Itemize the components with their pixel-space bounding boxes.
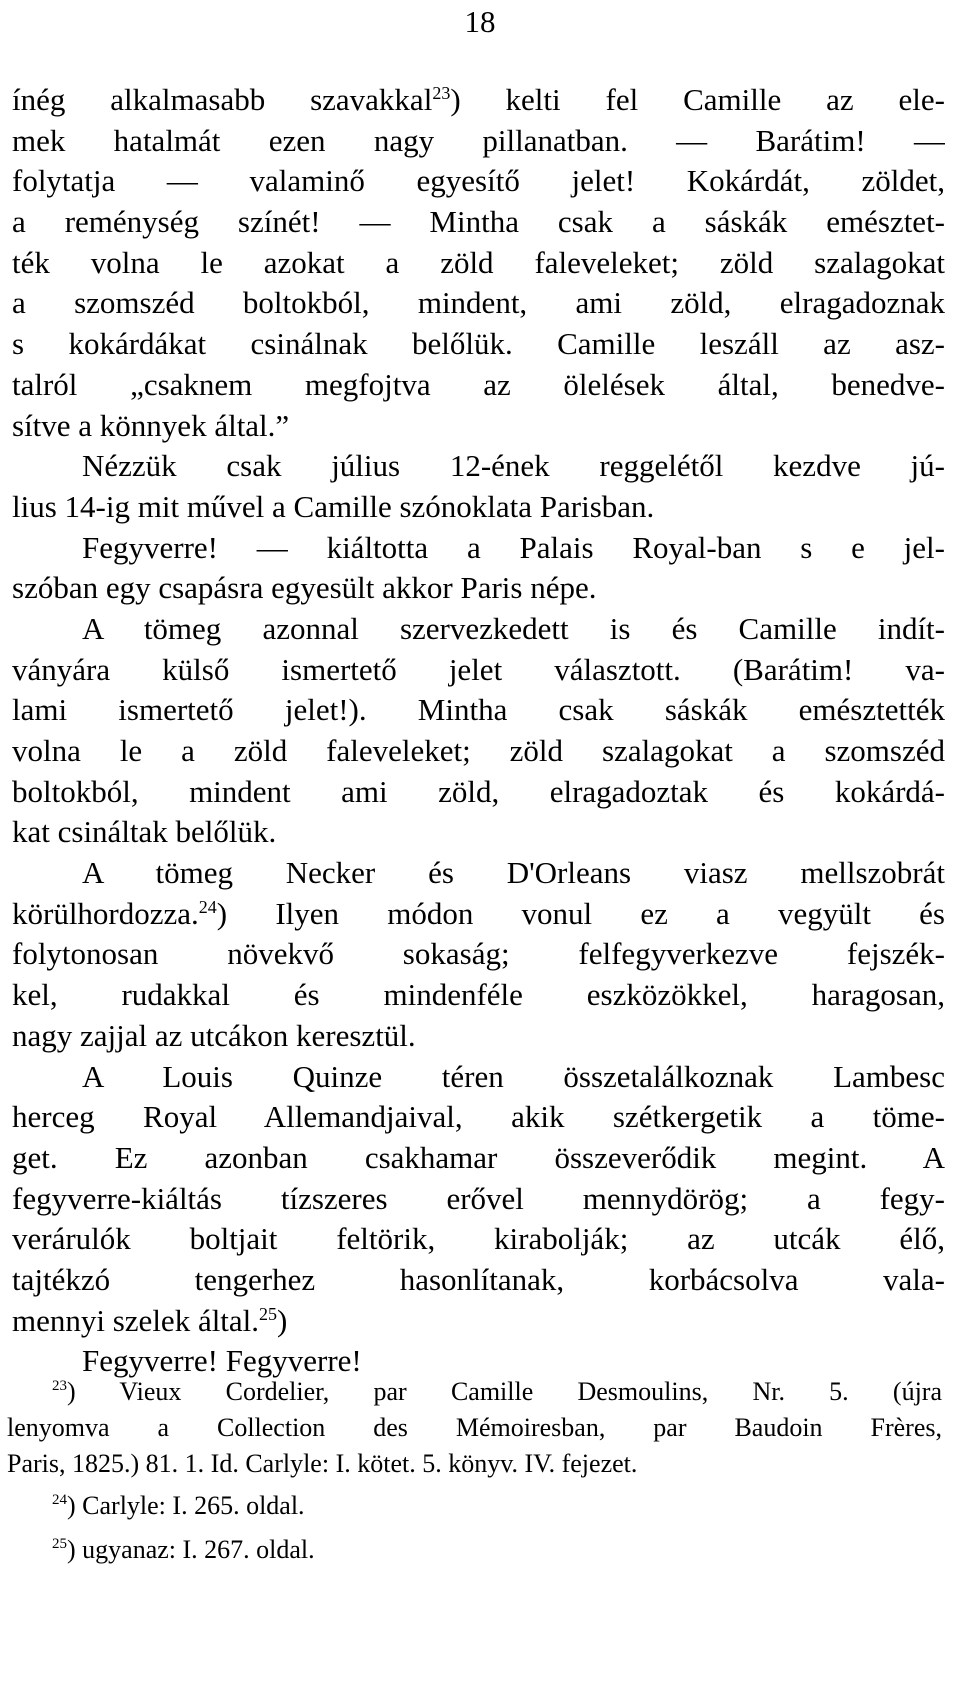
body-line [12,609,945,650]
line-text: tajtékzó tengerhez hasonlítanak, korbácsolva vala- [12,1261,945,1297]
line-text: verárulók boltjait feltörik, kirabolják; az utcák élő, [12,1221,945,1257]
body-line [12,568,945,609]
body-line [12,1057,945,1098]
line-text: sítve a könnyek által.” [12,407,290,443]
body-line [12,975,945,1016]
line-text: Fegyverre! Fegyverre! [82,1343,362,1379]
body-line [12,365,945,406]
footnote-text: ) ugyanaz: I. 267. oldal. [67,1535,315,1564]
body-line [12,1016,945,1057]
line-text: A tömeg azonnal szervezkedett is és Camille indít- [82,610,945,646]
body-line [12,528,945,569]
line-text: mennyi szelek által. [12,1302,260,1338]
body-line [12,894,945,935]
body-line [12,1138,945,1179]
line-text: boltokból, mindent ami zöld, elragadoztak és kokárdá- [12,773,945,809]
footnote-23 [7,1374,942,1482]
line-text: körülhordozza. [12,895,199,931]
footnote-reference: 23 [432,83,451,103]
body-line [12,853,945,894]
footnote-line [7,1532,942,1568]
body-line [12,283,945,324]
body-line [12,80,945,121]
footnote-reference: 24 [198,896,217,917]
line-text-after-reference: ) kelti fel Camille az ele- [450,82,945,117]
body-line [12,1097,945,1138]
body-line [12,161,945,202]
footnote-marker: 25 [52,1536,67,1552]
body-line [12,1260,945,1301]
footnote-line [7,1446,942,1482]
body-line [12,324,945,365]
line-text: folytatja — valaminő egyesítő jelet! Kokárdát, zöldet, [12,163,945,199]
body-line [12,650,945,691]
footnote-text: ) Vieux Cordelier, par Camille Desmoulins, Nr. 5. (újra [67,1377,942,1406]
body-line [12,812,945,853]
line-text: s kokárdákat csinálnak belőlük. Camille leszáll az asz- [12,326,945,362]
footnote-marker: 23 [52,1378,67,1394]
line-text: mek hatalmát ezen nagy pillanatban. — Barátim! — [12,122,945,158]
line-text: szóban egy csapásra egyesült akkor Paris népe. [12,570,597,606]
body-line [12,487,945,528]
body-line [12,1219,945,1260]
line-text: lius 14-ig mit művel a Camille szónoklata Parisban. [12,488,655,524]
body-line [12,121,945,162]
main-text [12,80,945,1382]
line-text: ték volna le azokat a zöld faleveleket; zöld szalagokat [12,244,945,280]
footnote-25 [7,1532,942,1568]
body-line [12,731,945,772]
footnote-line [7,1488,942,1524]
body-line [12,406,945,447]
line-text: a reménység színét! — Mintha csak a sáskák emésztet- [12,204,945,240]
body-line [12,446,945,487]
footnote-24 [7,1488,942,1524]
footnote-line [7,1410,942,1446]
line-text: ínég alkalmasabb szavakkal [12,82,433,117]
page-number: 18 [464,4,496,39]
line-text-after-reference: ) Ilyen módon vonul ez a vegyült és [216,895,945,931]
footnote-marker: 24 [52,1492,67,1508]
body-line [12,1301,945,1342]
line-text: lami ismertető jelet!). Mintha csak sáskák emésztették [12,692,945,728]
body-line [12,243,945,284]
line-text: a szomszéd boltokból, mindent, ami zöld, elragadoznak [12,285,945,321]
line-text: Paris, 1825.) 81. 1. Id. Carlyle: I. kötet. 5. könyv. IV. fejezet. [7,1449,638,1478]
line-text: kel, rudakkal és mindenféle eszközökkel, haragosan, [12,977,945,1013]
footnote-reference: 25 [259,1303,278,1324]
body-line [12,772,945,813]
line-text: Fegyverre! — kiáltotta a Palais Royal-ban s e jel- [82,529,945,565]
line-text: nagy zajjal az utcákon keresztül. [12,1017,416,1053]
body-line [12,690,945,731]
footnote-text: ) Carlyle: I. 265. oldal. [67,1491,305,1520]
line-text-after-reference: ) [277,1302,288,1338]
footnote-line [7,1374,942,1410]
line-text: Nézzük csak július 12-ének reggelétől kezdve jú- [82,448,945,484]
body-line [12,202,945,243]
line-text: A tömeg Necker és D'Orleans viasz mellszobrát [82,855,945,891]
line-text: herceg Royal Allemandjaival, akik szétkergetik a töme- [12,1099,945,1135]
line-text: A Louis Quinze téren összetalálkoznak Lambesc [82,1058,945,1094]
line-text: folytonosan növekvő sokaság; felfegyverkezve fejszék- [12,936,945,972]
line-text: lenyomva a Collection des Mémoiresban, par Baudoin Frères, [7,1413,942,1442]
line-text: ványára külső ismertető jelet választott. (Barátim! va- [12,651,945,687]
body-line [12,1179,945,1220]
line-text: kat csináltak belőlük. [12,814,277,850]
line-text: get. Ez azonban csakhamar összeverődik megint. A [12,1139,945,1175]
line-text: fegyverre-kiáltás tízszeres erővel mennydörög; a fegy- [12,1180,945,1216]
line-text: talról „csaknem megfojtva az ölelések által, benedve- [12,366,945,402]
body-line [12,934,945,975]
line-text: volna le a zöld faleveleket; zöld szalagokat a szomszéd [12,733,945,768]
